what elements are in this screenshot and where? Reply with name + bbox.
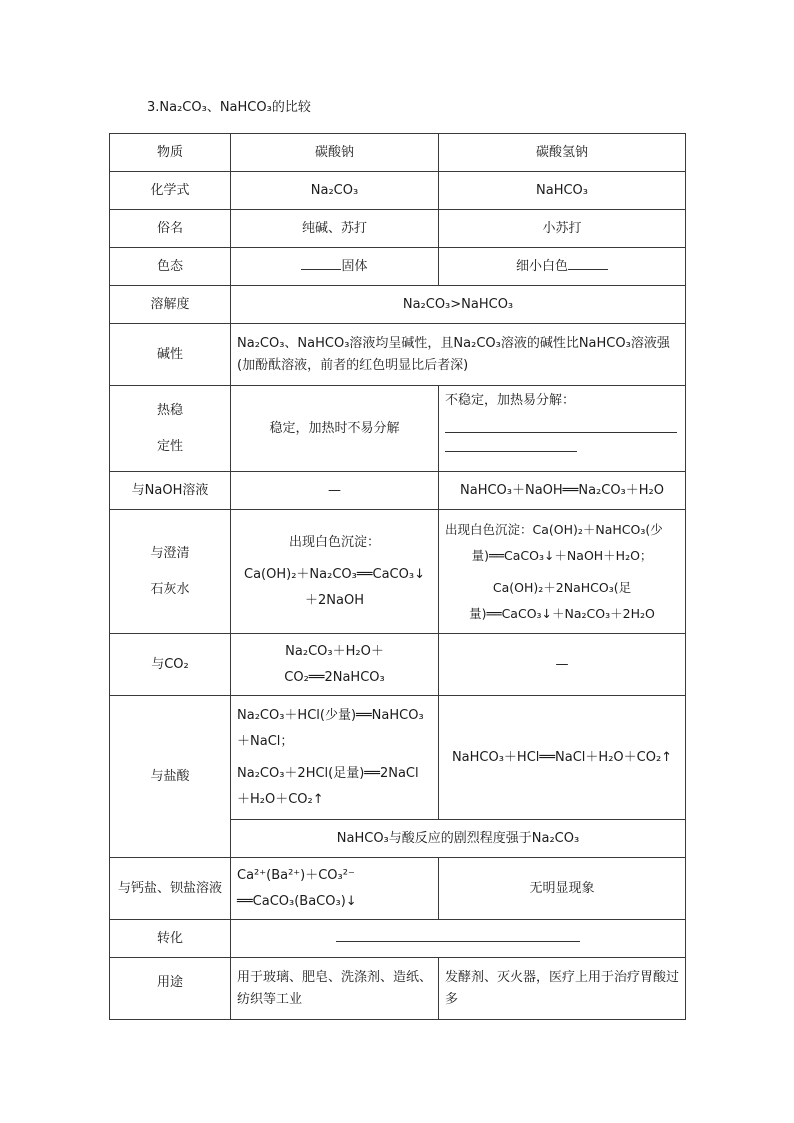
cell-na2co3-calcium <box>231 858 439 920</box>
formula-line: ＋H₂O＋CO₂↑ <box>237 791 324 807</box>
row-limewater <box>110 510 686 634</box>
answer-blank <box>568 255 608 270</box>
formula-line: 量)══CaCO₃↓＋NaOH＋H₂O； <box>471 547 653 563</box>
formula-line: 出现白色沉淀： <box>288 534 380 550</box>
row-label <box>110 386 231 472</box>
header-sodium-carbonate: 碳酸钠 <box>231 134 439 172</box>
cell-na2co3-formula: Na₂CO₃ <box>231 172 439 210</box>
cell-na2co3-common-name: 纯碱、苏打 <box>231 210 439 248</box>
row-label: 与钙盐、钡盐溶液 <box>110 858 231 920</box>
cell-alkalinity: Na₂CO₃、NaHCO₃溶液均呈碱性，且Na₂CO₃溶液的碱性比NaHCO₃溶液强(加酚酞溶液，前者的红色明显比后者深) <box>231 324 686 386</box>
cell-na2co3-appearance <box>231 248 439 286</box>
cell-hcl-compare: NaHCO₃与酸反应的剧烈程度强于Na₂CO₃ <box>231 820 686 858</box>
row-alkalinity <box>110 324 686 386</box>
answer-blank <box>336 927 580 942</box>
cell-nahco3-thermal <box>439 386 686 472</box>
cell-nahco3-co2: — <box>439 634 686 696</box>
row-solubility <box>110 286 686 324</box>
row-label: 化学式 <box>110 172 231 210</box>
cell-nahco3-hcl: NaHCO₃＋HCl══NaCl＋H₂O＋CO₂↑ <box>439 696 686 820</box>
cell-conversion <box>231 920 686 958</box>
answer-line <box>445 414 677 433</box>
formula-line: ＋NaCl； <box>237 733 294 749</box>
cell-solubility: Na₂CO₃>NaHCO₃ <box>231 286 686 324</box>
formula-line: Na₂CO₃＋2HCl(足量)══2NaCl <box>237 765 419 781</box>
cell-na2co3-hcl <box>231 696 439 820</box>
formula-line: Na₂CO₃＋HCl(少量)══NaHCO₃ <box>237 707 424 723</box>
thermal-text: 不稳定，加热易分解： <box>445 393 576 408</box>
appearance-prefix: 细小白色 <box>515 258 568 274</box>
row-uses <box>110 958 686 1020</box>
label-line: 与澄清 <box>150 545 190 561</box>
comparison-table <box>109 133 686 1020</box>
row-label: 与盐酸 <box>110 696 231 858</box>
row-appearance <box>110 248 686 286</box>
cell-nahco3-formula: NaHCO₃ <box>439 172 686 210</box>
cell-na2co3-naoh: — <box>231 472 439 510</box>
cell-nahco3-appearance <box>439 248 686 286</box>
row-label: 俗名 <box>110 210 231 248</box>
formula-line: ＋2NaOH <box>305 592 364 608</box>
row-label <box>110 510 231 634</box>
row-co2 <box>110 634 686 696</box>
label-line: 热稳 <box>156 402 183 418</box>
cell-na2co3-thermal: 稳定，加热时不易分解 <box>231 386 439 472</box>
cell-nahco3-naoh: NaHCO₃＋NaOH══Na₂CO₃＋H₂O <box>439 472 686 510</box>
row-label: 与CO₂ <box>110 634 231 696</box>
cell-nahco3-common-name: 小苏打 <box>439 210 686 248</box>
row-calcium-barium <box>110 858 686 920</box>
table-header-row <box>110 134 686 172</box>
row-label: 与NaOH溶液 <box>110 472 231 510</box>
formula-line: Ca(OH)₂＋Na₂CO₃══CaCO₃↓ <box>244 566 425 582</box>
answer-blank <box>301 255 341 270</box>
row-label: 转化 <box>110 920 231 958</box>
row-hcl <box>110 696 686 820</box>
row-label: 溶解度 <box>110 286 231 324</box>
label-line: 定性 <box>156 438 183 454</box>
formula-line: Ca(OH)₂＋2NaHCO₃(足 <box>492 579 632 595</box>
label-line: 石灰水 <box>150 581 190 597</box>
row-naoh <box>110 472 686 510</box>
page-title: 3.Na₂CO₃、NaHCO₃的比较 <box>147 100 311 115</box>
cell-na2co3-co2 <box>231 634 439 696</box>
appearance-suffix: 固体 <box>341 258 368 274</box>
row-label: 色态 <box>110 248 231 286</box>
answer-line <box>445 433 577 452</box>
formula-line: 出现白色沉淀：Ca(OH)₂＋NaHCO₃(少 <box>445 521 663 537</box>
row-common-name <box>110 210 686 248</box>
header-substance: 物质 <box>110 134 231 172</box>
cell-nahco3-calcium: 无明显现象 <box>439 858 686 920</box>
cell-na2co3-limewater <box>231 510 439 634</box>
formula-line: CO₂══2NaHCO₃ <box>284 669 385 685</box>
cell-nahco3-uses: 发酵剂、灭火器，医疗上用于治疗胃酸过多 <box>439 958 686 1020</box>
header-sodium-bicarbonate: 碳酸氢钠 <box>439 134 686 172</box>
row-label: 碱性 <box>110 324 231 386</box>
formula-line: Ca²⁺(Ba²⁺)＋CO₃²⁻ <box>237 867 355 883</box>
cell-nahco3-limewater <box>439 510 686 634</box>
row-thermal-stability <box>110 386 686 472</box>
cell-na2co3-uses: 用于玻璃、肥皂、洗涤剂、造纸、纺织等工业 <box>231 958 439 1020</box>
row-label: 用途 <box>110 958 231 1020</box>
formula-line: 量)══CaCO₃↓＋Na₂CO₃＋2H₂O <box>469 605 655 621</box>
row-conversion <box>110 920 686 958</box>
formula-line: ══CaCO₃(BaCO₃)↓ <box>237 893 357 909</box>
formula-line: Na₂CO₃＋H₂O＋ <box>285 643 384 659</box>
row-formula <box>110 172 686 210</box>
